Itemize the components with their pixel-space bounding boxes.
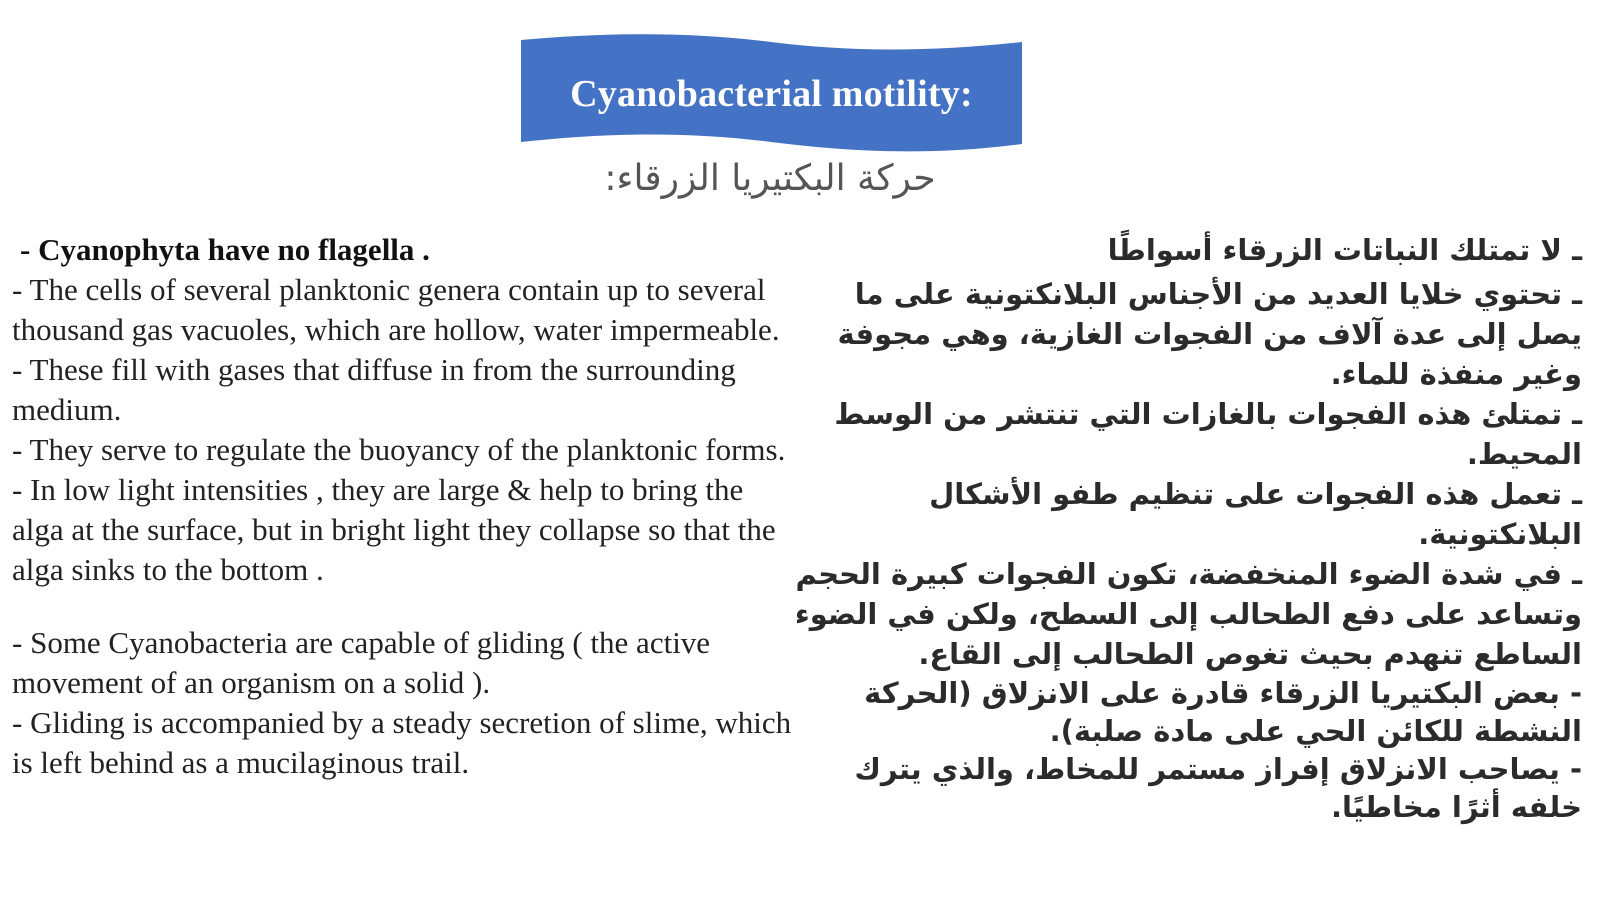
slide-title: Cyanobacterial motility: [570, 73, 973, 115]
english-text-column [12, 230, 802, 783]
arabic-point: - يصاحب الانزلاق إفراز مستمر للمخاط، والذي يترك خلفه أثرًا مخاطيًا. [854, 752, 1582, 824]
english-point: - Cyanophyta have no flagella . [20, 232, 430, 267]
arabic-point: ـ تعمل هذه الفجوات على تنظيم طفو الأشكال البلانكتونية. [929, 477, 1582, 551]
arabic-text-column [792, 230, 1582, 826]
arabic-point: - بعض البكتيريا الزرقاء قادرة على الانزلاق (الحركة النشطة للكائن الحي على مادة صلبة). [864, 676, 1582, 748]
title-banner [521, 34, 1022, 154]
english-point: - They serve to regulate the buoyancy of the planktonic forms. [12, 432, 786, 467]
paragraph-gap [12, 590, 802, 623]
english-point: - In low light intensities , they are large & help to bring the alga at the surface, but in bright light they collapse so that the alga sinks to the bottom . [12, 472, 776, 587]
arabic-point: ـ تحتوي خلايا العديد من الأجناس البلانكتونية على ما يصل إلى عدة آلاف من الفجوات الغازية، وهي مجوفة وغير منفذة للماء. [837, 277, 1582, 391]
arabic-point: ـ في شدة الضوء المنخفضة، تكون الفجوات كبيرة الحجم وتساعد على دفع الطحالب إلى السطح، ولكن في الضوء الساطع تنهدم بحيث تغوص الطحالب إلى القاع. [794, 557, 1582, 671]
english-point: - Some Cyanobacteria are capable of gliding ( the active movement of an organism on a solid ). [12, 625, 711, 700]
arabic-point: ـ لا تمتلك النباتات الزرقاء أسواطًا [1107, 233, 1582, 267]
english-point: - The cells of several planktonic genera contain up to several thousand gas vacuoles, which are hollow, water impermeable. [12, 272, 780, 347]
arabic-subtitle: حركة البكتيريا الزرقاء: [604, 158, 936, 199]
english-point: - These fill with gases that diffuse in from the surrounding medium. [12, 352, 736, 427]
arabic-point: ـ تمتلئ هذه الفجوات بالغازات التي تنتشر من الوسط المحيط. [834, 397, 1582, 471]
english-point: - Gliding is accompanied by a steady secretion of slime, which is left behind as a mucilaginous trail. [12, 705, 792, 780]
